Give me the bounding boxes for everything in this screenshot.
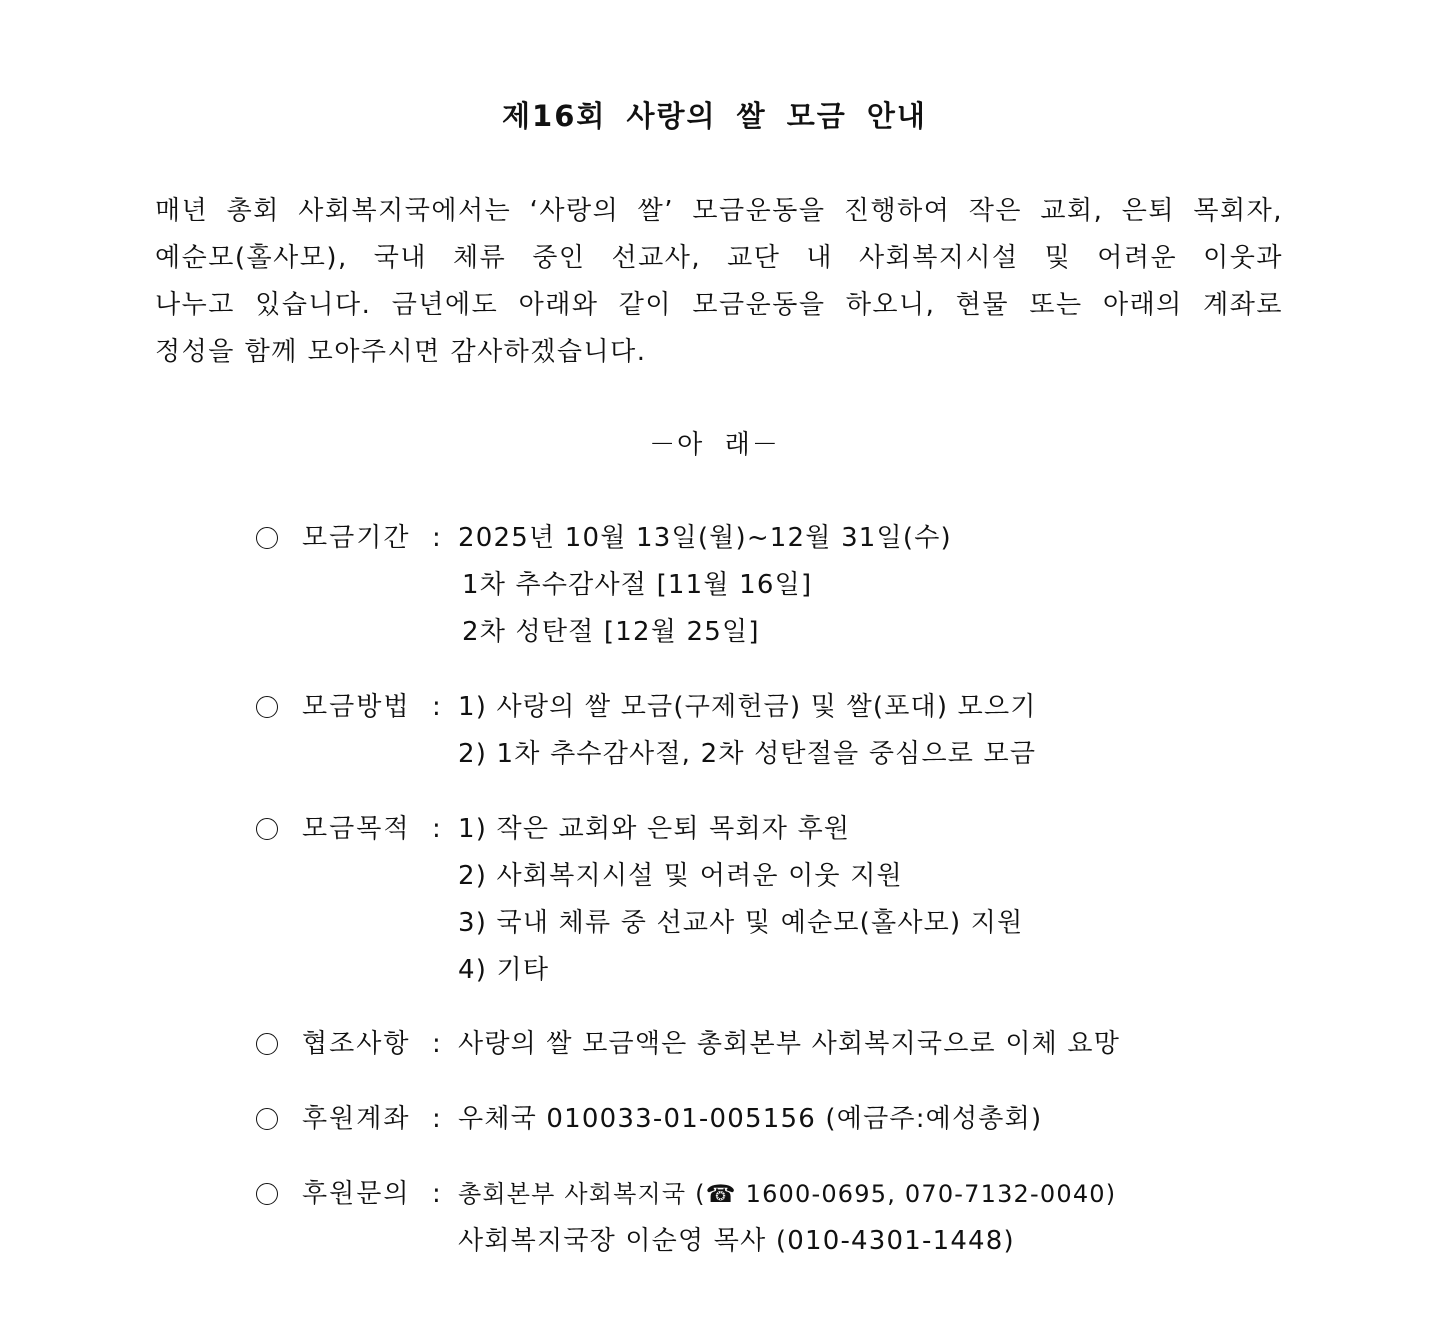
intro-line: 나누고 있습니다. 금년에도 아래와 같이 모금운동을 하오니, 현물 또는 아래의 계좌로 [155,290,1283,320]
section-colon: : [432,1179,441,1209]
section-cooperation [256,1021,1356,1068]
intro-line: 예순모(홀사모), 국내 체류 중인 선교사, 교단 내 사회복지시설 및 어려운 이웃과 [155,243,1283,273]
section-label: 협조사항 [302,1029,411,1059]
section-label: 모금기간 [302,523,411,553]
section-purpose [256,806,1356,994]
section-value: 총회본부 사회복지국 (☎ 1600-0695, 070-7132-0040) [458,1180,1117,1208]
section-period [256,515,1356,656]
circle-bullet-icon [256,527,278,549]
section-inquiry [256,1171,1356,1265]
subheading-below: －아 래－ [649,430,780,460]
section-value: 사회복지국장 이순영 목사 (010-4301-1448) [458,1226,1015,1256]
section-colon: : [432,814,441,844]
section-colon: : [432,523,441,553]
intro-line: 매년 총회 사회복지국에서는 ‘사랑의 쌀’ 모금운동을 진행하여 작은 교회, 은퇴 목회자, [155,196,1283,226]
section-colon: : [432,1029,441,1059]
circle-bullet-icon [256,818,278,840]
circle-bullet-icon [256,1108,278,1130]
circle-bullet-icon [256,1033,278,1055]
section-value: 1차 추수감사절 [11월 16일] [462,570,813,600]
section-method [256,684,1356,778]
section-colon: : [432,1104,441,1134]
intro-line: 정성을 함께 모아주시면 감사하겠습니다. [155,337,647,367]
section-colon: : [432,692,441,722]
section-account [256,1096,1356,1143]
section-label: 모금방법 [302,692,411,722]
section-value: 우체국 010033-01-005156 (예금주:예성총회) [458,1104,1043,1134]
section-value: 2차 성탄절 [12월 25일] [462,617,760,647]
section-value: 1) 사랑의 쌀 모금(구제헌금) 및 쌀(포대) 모으기 [458,692,1037,722]
section-value: 4) 기타 [458,955,550,985]
section-value: 2) 사회복지시설 및 어려운 이웃 지원 [458,861,903,891]
section-value: 2025년 10월 13일(월)~12월 31일(수) [458,523,952,553]
circle-bullet-icon [256,696,278,718]
section-value: 3) 국내 체류 중 선교사 및 예순모(홀사모) 지원 [458,908,1024,938]
section-value: 2) 1차 추수감사절, 2차 성탄절을 중심으로 모금 [458,739,1037,769]
section-value: 사랑의 쌀 모금액은 총회본부 사회복지국으로 이체 요망 [458,1029,1121,1059]
section-label: 모금목적 [302,814,411,844]
section-value: 1) 작은 교회와 은퇴 목회자 후원 [458,814,851,844]
section-label: 후원문의 [302,1179,411,1209]
intro-paragraph [155,188,1283,376]
circle-bullet-icon [256,1183,278,1205]
section-label: 후원계좌 [302,1104,411,1134]
document-title: 제16회 사랑의 쌀 모금 안내 [502,99,927,133]
